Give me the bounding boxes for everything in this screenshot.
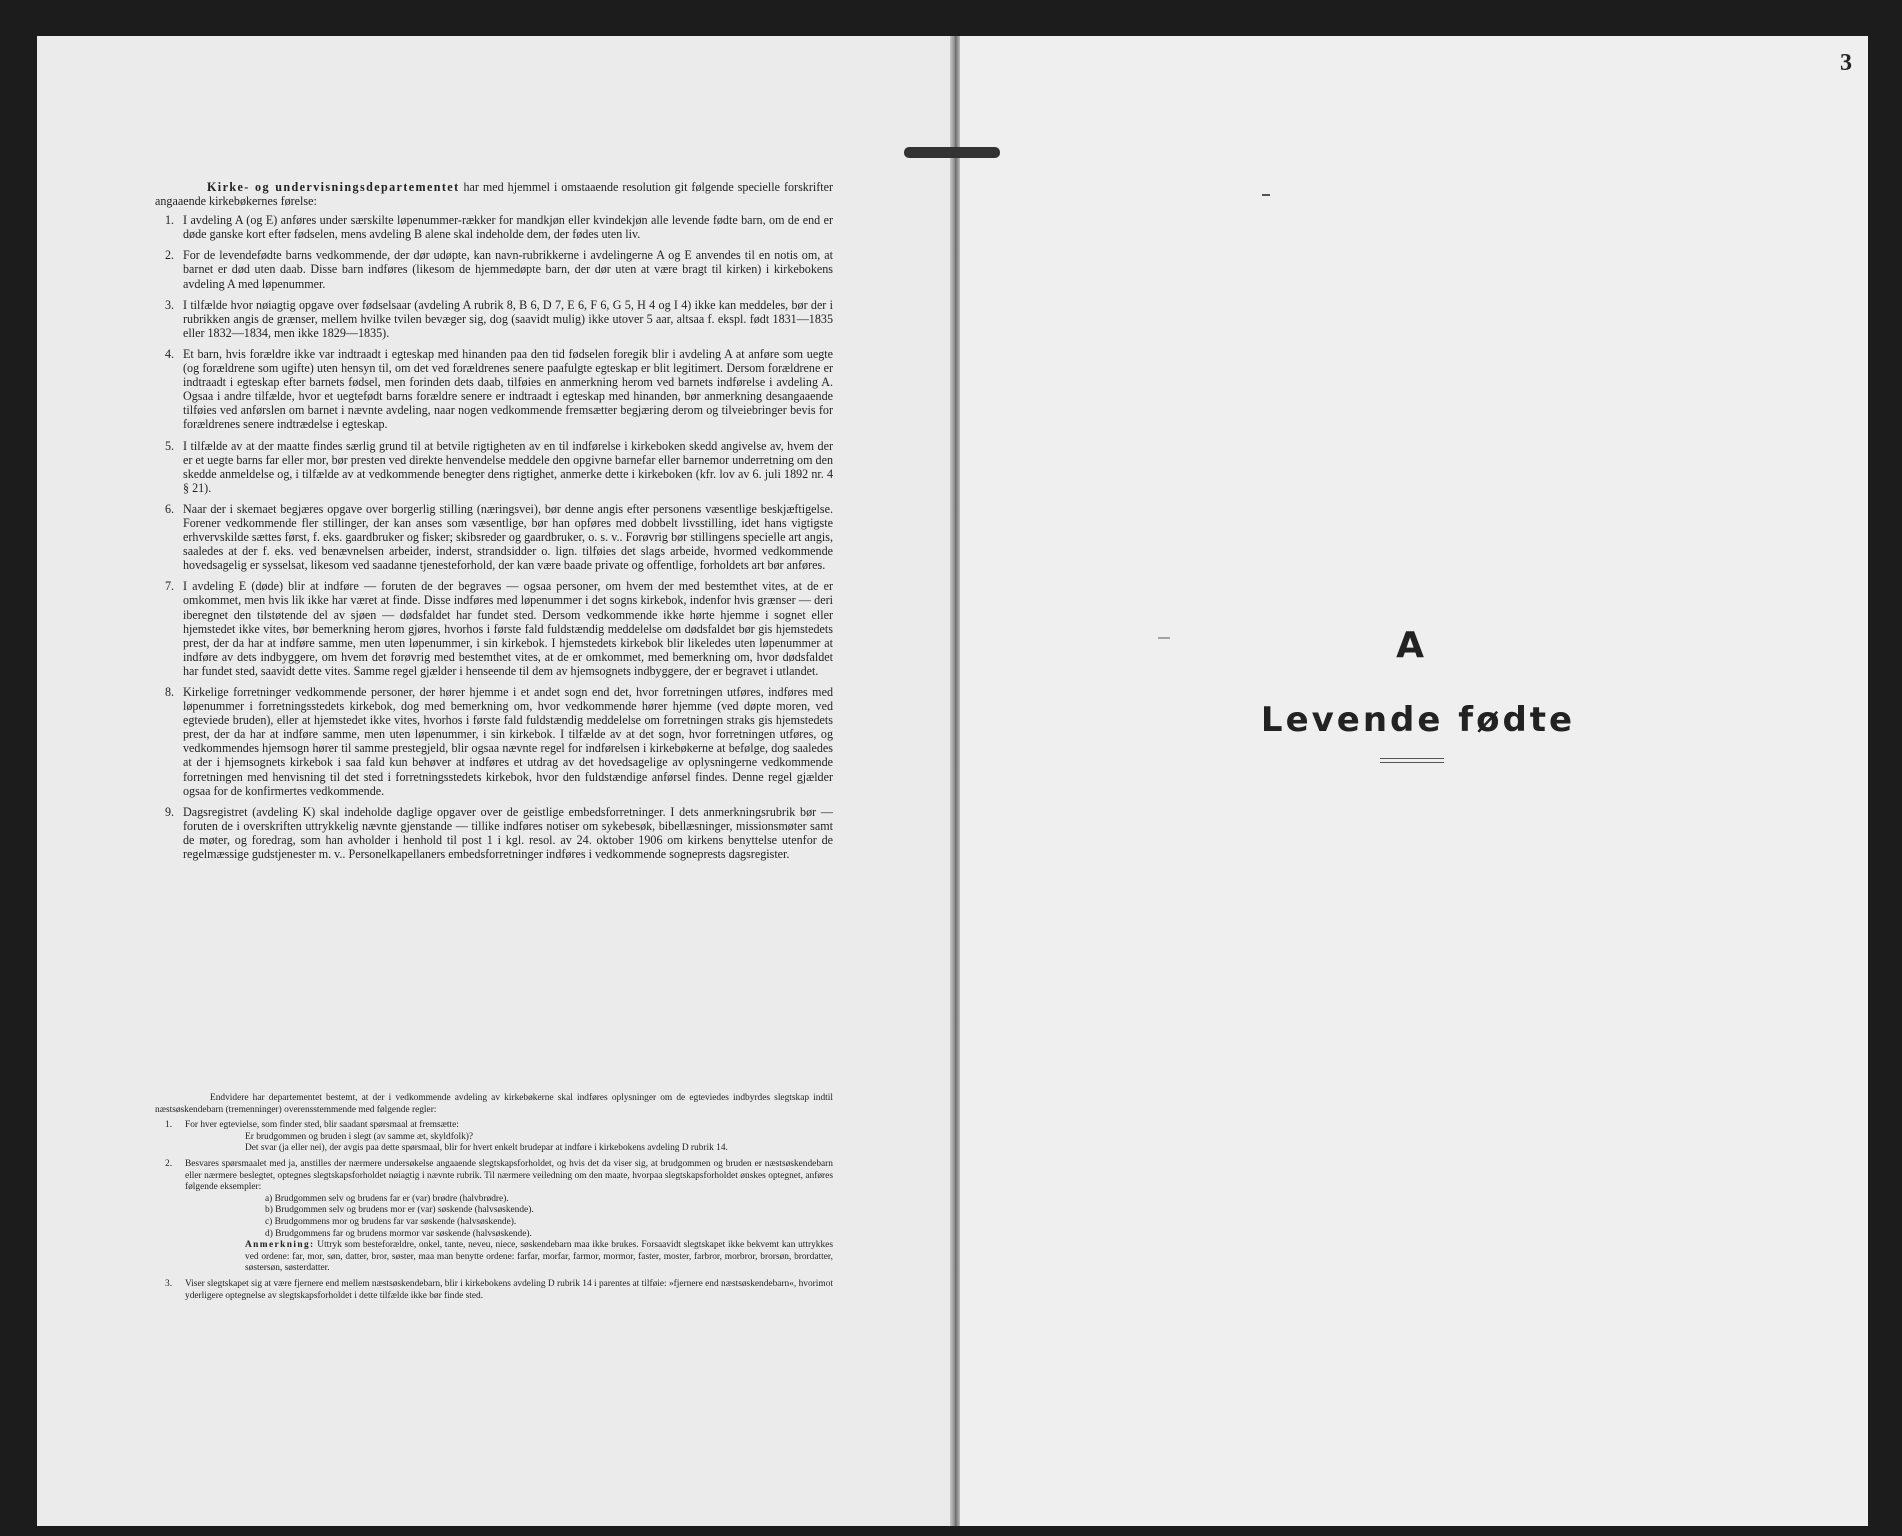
rule-number: 3. <box>165 1278 173 1289</box>
supplement-rule-1 <box>155 1120 833 1155</box>
ink-speck <box>1262 194 1270 196</box>
intro-rest: har med hjemmel i omstaaende resolution git følgende specielle forskrifter angaaende kirkebøkernes førelse: <box>155 180 833 209</box>
rules-list <box>155 213 833 861</box>
binding-thread <box>904 147 1000 158</box>
page-number: 3 <box>1840 50 1852 76</box>
rule-text: For de levendefødte barns vedkommende, der dør udøpte, kan navn-rubrikkerne i avdelingerne A og E anvendes til en notis om, at barnet er død uten daab. Disse barn indføres (likesom de hjemmedøpte barn, der dør uten at være bragt til kirken) i kirkebokens avdeling A med løpenummer. <box>183 248 833 291</box>
supplement-rule-3 <box>155 1279 833 1302</box>
rule-text: Besvares spørsmaalet med ja, anstilles der nærmere undersøkelse angaaende slegtskapsforholdet, og hvis det da viser sig, at brudgommen og bruden er næstsøskendebarn eller nærmere beslegtet, optegnes slegtskapsforholdet nøiagtig i nævnte rubrik. Til nærmere veiledning om den maate, hvorpaa slegtskapsforholdet ønskes optegnet, anføres følgende eksempler: <box>185 1158 833 1193</box>
regulations-intro <box>155 180 833 208</box>
rule-text: I avdeling A (og E) anføres under særskilte løpenummer-rækker for mandkjøn eller kvindekjøn alle levende fødte barn, om de end er døde ganske kort efter fødselen, mens avdeling B alene skal indeholde dem, der fødes uten liv. <box>183 213 833 242</box>
rule-item <box>155 213 833 241</box>
rule-item <box>155 805 833 861</box>
rule-item <box>155 502 833 572</box>
rule-number: 6. <box>165 501 175 516</box>
section-letter: A <box>1396 625 1424 666</box>
title-underline <box>1380 758 1444 763</box>
remark-label: Anmerkning: <box>245 1240 315 1251</box>
kinship-answer: Det svar (ja eller nei), der avgis paa dette spørsmaal, blir for hvert enkelt brudepar at indføre i kirkebokens avdeling D rubrik 14. <box>245 1143 728 1154</box>
example-b: b) Brudgommen selv og brudens mor er (var) søskende (halvsøskende). <box>265 1205 534 1216</box>
kinship-supplement <box>155 1093 833 1302</box>
rule-text: I tilfælde hvor nøiagtig opgave over fødselsaar (avdeling A rubrik 8, B 6, D 7, E 6, F 6, G 5, H 4 og I 4) ikke kan meddeles, bør der i rubrikken angis de grænser, mellem hvilke tvilen bevæger sig, dog (saavidt mulig) ikke utover 5 aar, altsaa f. ekspl. født 1831—1835 eller 1832—1834, men ikke 1829—1835). <box>183 297 833 340</box>
example-a: a) Brudgommen selv og brudens far er (var) brødre (halvbrødre). <box>265 1193 509 1204</box>
right-page <box>958 36 1868 1526</box>
regulations-text <box>155 180 833 868</box>
example-c: c) Brudgommens mor og brudens far var søskende (halvsøskende). <box>265 1216 517 1227</box>
rule-number: 7. <box>165 579 175 594</box>
section-title: Levende fødte <box>1260 700 1576 740</box>
rule-number: 2. <box>165 248 175 263</box>
rule-item <box>155 685 833 798</box>
example-d: d) Brudgommens far og brudens mormor var søskende (halvsøskende). <box>265 1228 532 1239</box>
rule-number: 1. <box>165 213 175 228</box>
rule-text: Kirkelige forretninger vedkommende personer, der hører hjemme i et andet sogn end det, hvor forretningen utføres, indføres med løpenummer i forretningsstedets kirkebok, dog med bemerkning om, hvor vedkommende hører hjemme (ved døpte moren, ved egteviede bruden), eller at hjemstedet ikke vites, hvorhos i første fald fuldstændig meddelelse om forretningen straks gis hjemstedets prest, der da har at indføre samme, men uten løpenummer, i sin kirkebok. I tilfælde av at det sogn, hvor forretningen utføres, og vedkommendes hjemsogn hører til samme prestegjeld, blir ogsaa nævnte regel for indførelsen i kirkebøkerne at befølge, dog saaledes at der i hjemsognets kirkebok i saa fald kun behøver at indføres et utdrag av det hovedsagelige av oplysningerne vedkommende forretningen med henvisning til det sted i forretningsstedets kirkebok, hvor den fuldstændige anførsel findes. Denne regel gjælder ogsaa for de konfirmertes vedkommende. <box>183 685 833 798</box>
rule-text: Dagsregistret (avdeling K) skal indeholde daglige opgaver over de geistlige embedsforretninger. I dets anmerkningsrubrik bør — foruten de i overskriften uttrykkelig nævnte gjenstande — tillike indføres notiser om sykebesøk, bibellæsninger, missionsmøter samt de møter, og foredrag, som han avholder i henhold til post 1 i kgl. resol. av 24. oktober 1906 om kirkens benyttelse utenfor de regelmæssige gudstjenester m. v.. Personelkapellaners embedsforretninger indføres i vedkommende sogneprests dagsregister. <box>183 804 833 862</box>
rule-text: Viser slegtskapet sig at være fjernere end mellem næstsøskendebarn, blir i kirkebokens avdeling D rubrik 14 i parentes at tilføie: »fjernere end næstsøskendebarn«, hvorimot yderligere optegnelse av slegtskapsforholdet i dette tilfælde ikke bør finde sted. <box>185 1278 833 1301</box>
supplement-intro: Endvidere har departementet bestemt, at der i vedkommende avdeling av kirkebøkerne skal indføres oplysninger om de egteviedes indbyrdes slegtskap indtil næstsøskendebarn (tremenninger) overensstemmende med følgende regler: <box>155 1093 833 1115</box>
kinship-question: Er brudgommen og bruden i slegt (av samme æt, skyldfolk)? <box>245 1131 474 1142</box>
rule-text: I avdeling E (døde) blir at indføre — foruten de der begraves — ogsaa personer, om hvem der med bestemthet vites, at de er omkommet, men hvis lik ikke har været at finde. Disse indføres med løpenummer i det sogns kirkebok, indenfor hvis grænser — deri iberegnet den tilstøtende del av sjøen — dødsfaldet har fundet sted. Dersom vedkommende ikke hørte hjemme i sognet eller hjemstedet ikke vites, bør bemerkning herom gjøres, hvorhos i første fald fuldstændig meddelelse om dødsfaldet bør gis hjemstedets prest, der da har at indføre samme, men uten løpenummer, i sin kirkebok. I hjemstedets kirkebok blir likeledes uten løpenummer at indføre av dets indbyggere, om hvem det forøvrig med bestemthet vites, at de er omkommet, med bemerkning om, hvor dødsfaldet har fundet sted, saavidt dette vites. Samme regel gjælder i henseende til dem av hjemsognets indbyggere, der er begravet i utlandet. <box>183 579 833 678</box>
rule-text: For hver egtevielse, som finder sted, blir saadant spørsmaal at fremsætte: <box>185 1120 459 1131</box>
remark <box>185 1240 833 1275</box>
rule-number: 3. <box>165 297 175 312</box>
rule-text: Et barn, hvis forældre ikke var indtraadt i egteskap med hinanden paa den tid fødselen foregik blir i avdeling A at anføre som uegte (og forældrene som ugifte) uten hensyn til, om det ved forældrenes senere paafulgte egteskap er blit legitimert. Dersom forældrene er indtraadt i egteskap efter barnets fødsel, men forinden dets daab, tilføies en anmerkning herom ved barnets indførelse i avdeling A. Ogsaa i andre tilfælde, hvor et uegtefødt barns forældre senere er indtraadt i egteskap med hinanden, bør anmerkning desangaaende tilføies ved anførslen om barnet i nævnte avdeling, naar nogen vedkommende fremsætter begjæring derom og tilveiebringer bevis for forældrenes senere indtrædelse i egteskap. <box>183 346 833 432</box>
ink-speck <box>1158 637 1170 639</box>
department-name: Kirke- og undervisningsdepartementet <box>207 180 460 194</box>
supplement-rule-2 <box>155 1159 833 1275</box>
rule-number: 1. <box>165 1120 173 1131</box>
rule-number: 4. <box>165 346 175 361</box>
book-gutter <box>950 36 960 1526</box>
rule-item <box>155 248 833 290</box>
remark-text: Uttryk som besteforældre, onkel, tante, neveu, niece, søskendebarn maa ikke brukes. Forsaavidt slegtskapet ikke bekvemt kan uttrykkes ved ordene: far, mor, søn, datter, bror, søster, maa man benytte ordene: farfar, morfar, farmor, mormor, faster, moster, farbror, morbror, brorsøn, brordatter, søstersøn, søsterdatter. <box>245 1240 833 1274</box>
rule-number: 2. <box>165 1158 173 1169</box>
rule-item <box>155 347 833 432</box>
rule-text: I tilfælde av at der maatte findes særlig grund til at betvile rigtigheten av en til indførelse i kirkeboken skedd angivelse av, hvem der er et uegte barns far eller mor, bør presten ved direkte henvendelse meddele den opgivne barnefar eller barnemor underretning om den skedde anmeldelse og, i tilfælde av at vedkommende benegter dens rigtighet, anmerke dette i kirkeboken (kfr. lov av 6. juli 1892 nr. 4 § 21). <box>183 438 833 495</box>
rule-number: 5. <box>165 438 175 453</box>
rule-item <box>155 579 833 678</box>
rule-text: Naar der i skemaet begjæres opgave over borgerlig stilling (næringsvei), bør denne angis efter personens væsentlige beskjæftigelse. Forener vedkommende fler stillinger, der kan anses som væsentlige, bør han opføres med dobbelt livsstilling, idet hans vigtigste erhvervskilde sættes først, f. eks. gaardbruker og fisker; skibsreder og gaardbruker, o. s. v.. Forøvrig bør stillingens specielle art angis, saaledes at der f. eks. ved benævnelsen arbeider, inderst, strandsidder o. lign. tilføies det slags arbeide, hvormed vedkommende hovedsagelig er sysselsat, likesom ved saadanne tjenesteforhold, der kan være baade private og offentlige, forholdets art bør anføres. <box>183 501 833 573</box>
rule-number: 8. <box>165 685 175 699</box>
rule-item <box>155 298 833 340</box>
rule-item <box>155 439 833 495</box>
rule-number: 9. <box>165 804 175 819</box>
